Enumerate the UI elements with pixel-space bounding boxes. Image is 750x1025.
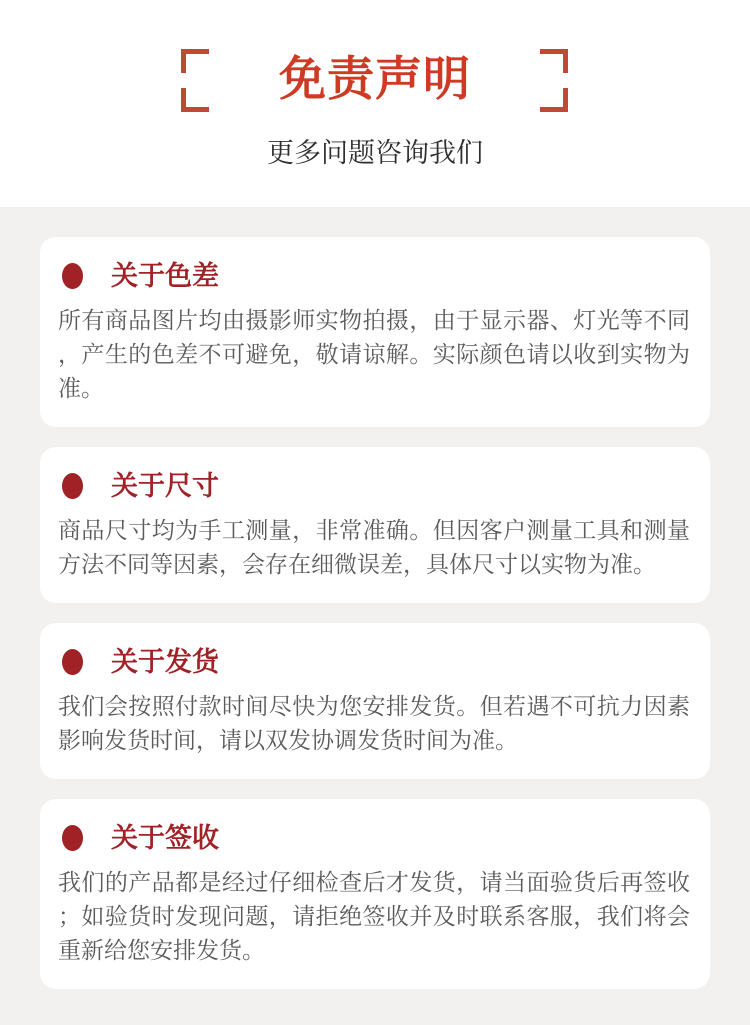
section-title-row [58,262,688,290]
section-card-color-difference [40,237,710,427]
bracket-left-icon [181,49,209,112]
section-body: 我们会按照付款时间尽快为您安排发货。但若遇不可抗力因素影响发货时间，请以双发协调发货时间为准。 [58,693,690,753]
page-title: 免责声明 [279,52,471,105]
section-title: 关于尺寸 [111,471,219,501]
section-card-size [40,447,710,603]
bracket-corner-top-left [181,49,209,73]
bullet-icon [62,263,83,289]
bracket-right-icon [540,49,568,112]
section-body: 所有商品图片均由摄影师实物拍摄，由于显示器、灯光等不同，产生的色差不可避免，敬请谅解。实际颜色请以收到实物为准。 [58,307,690,401]
disclaimer-sections [0,207,750,1025]
bullet-icon [62,473,83,499]
section-title-row [58,472,688,500]
section-title: 关于签收 [111,823,219,853]
section-body: 我们的产品都是经过仔细检查后才发货，请当面验货后再签收；如验货时发现问题，请拒绝签收并及时联系客服，我们将会重新给您安排发货。 [58,869,690,963]
disclaimer-header [0,0,750,207]
section-body: 商品尺寸均为手工测量，非常准确。但因客户测量工具和测量方法不同等因素，会存在细微误差，具体尺寸以实物为准。 [58,517,690,577]
bullet-icon [62,825,83,851]
bullet-icon [62,649,83,675]
section-title: 关于色差 [111,261,219,291]
bracket-corner-bottom-right [540,88,568,112]
section-card-receipt [40,799,710,989]
page-subtitle: 更多问题咨询我们 [267,138,483,168]
section-title-row [58,648,688,676]
section-title: 关于发货 [111,647,219,677]
section-card-shipping [40,623,710,779]
bracket-corner-bottom-left [181,88,209,112]
section-title-row [58,824,688,852]
bracket-corner-top-right [540,49,568,73]
